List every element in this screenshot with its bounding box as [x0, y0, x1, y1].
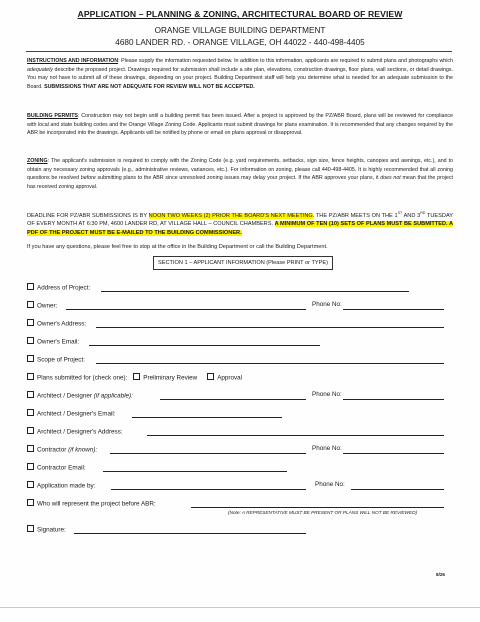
signature-row — [27, 525, 66, 535]
instructions-emphasis: adequately — [27, 66, 53, 73]
architect-phone-field[interactable] — [343, 399, 444, 400]
page-number: 8/26 — [436, 572, 445, 577]
owner-row — [27, 301, 57, 311]
applicant-phone-label: Phone No: — [315, 481, 345, 488]
instructions-text: : Please supply the information requested below. In addition to this information, applicants are required to submit plans and photographs which — [118, 58, 453, 64]
contractor-email-label: Contractor Email: — [37, 464, 86, 472]
contractor-row — [27, 445, 97, 455]
permits-heading: BUILDING PERMITS — [27, 113, 78, 119]
deadline-text-4: TUESDAY OF EVERY MONTH AT 6:30 PM, 4600 LANDER RD, AT VILLAGE HALL – COUNCIL CHAMBERS. — [27, 212, 453, 228]
approval-checkbox[interactable] — [207, 373, 214, 380]
form-title: APPLICATION – PLANNING & ZONING, ARCHITECTURAL BOARD OF REVIEW — [77, 9, 403, 19]
owners-email-field[interactable] — [89, 345, 320, 346]
deadline-text: DEADLINE FOR PZ/ABR SUBMISSIONS IS BY — [27, 212, 149, 219]
address-of-project-label: Address of Project: — [37, 284, 91, 292]
representative-note: (Note: A REPRESENTATIVE MUST BE PRESENT OR PLANS WILL NOT BE REVIEWED) — [228, 510, 418, 515]
owners-email-row — [27, 337, 79, 347]
scope-field[interactable] — [96, 363, 444, 364]
architect-address-label: Architect / Designer's Address: — [37, 428, 123, 436]
address-of-project-field[interactable] — [101, 291, 409, 292]
contractor-phone-label: Phone No: — [312, 445, 342, 452]
address-of-project-checkbox[interactable] — [27, 283, 34, 290]
representative-field[interactable] — [191, 507, 444, 508]
application-made-by-field[interactable] — [111, 489, 306, 490]
contractor-email-checkbox[interactable] — [27, 463, 34, 470]
section-title: SECTION 1 – APPLICANT INFORMATION (Please PRINT or TYPE) — [153, 256, 333, 270]
contractor-checkbox[interactable] — [27, 445, 34, 452]
preliminary-review-label: Preliminary Review — [143, 374, 198, 382]
zoning-emphasis-2: does not — [380, 175, 401, 182]
applicant-phone-field[interactable] — [351, 489, 444, 490]
representative-label: Who will represent the project before ABR: — [37, 500, 156, 508]
instructions-text-2: describe the proposed project. Drawings required for submission shall include a site plan, elevations, construction drawings, floor plans, wall sections, or detail drawings. You may not have to submit all of these drawings, depending on your project. Building Department staff will help you determine what is needed for an adequate submission to the Board. — [27, 66, 453, 91]
instructions-warning: SUBMISSIONS THAT ARE NOT ADEQUATE FOR REVIEW WILL NOT BE ACCEPTED. — [44, 84, 255, 91]
permits-text: : Construction may not begin until a building permit has been issued. After a project is approved by the PZ/ABR Board, plans will be reviewed for compliance with local and state building codes and the Orange Village Zoning Code. Applicants must submit drawings for plans examination. It is recommended that any changes required by the ABR be incorporated into the drawings. Applicants will be notified by phone or email on plans approval or disapproval. — [27, 113, 453, 137]
header-divider — [26, 51, 452, 52]
owners-address-field[interactable] — [96, 327, 444, 328]
contractor-label-qualifier: (if known): — [68, 446, 98, 454]
owners-address-checkbox[interactable] — [27, 319, 34, 326]
bottom-divider — [0, 607, 480, 608]
owner-checkbox[interactable] — [27, 301, 34, 308]
architect-address-row — [27, 427, 123, 437]
application-made-by-row — [27, 481, 95, 491]
scope-row — [27, 355, 85, 365]
plans-submitted-label: Plans submitted for (check one): — [37, 374, 128, 382]
plans-submitted-row — [27, 373, 242, 383]
address-of-project-row — [27, 283, 90, 293]
contractor-field[interactable] — [110, 453, 306, 454]
contractor-email-row — [27, 463, 86, 473]
owner-phone-label: Phone No: — [312, 301, 342, 308]
architect-label: Architect / Designer — [37, 392, 94, 400]
scope-label: Scope of Project: — [37, 356, 85, 364]
department-address: 4680 LANDER RD. - ORANGE VILLAGE, OH 44022 - 440-498-4405 — [115, 38, 365, 47]
architect-row — [27, 391, 133, 401]
contractor-label: Contractor — [37, 446, 69, 454]
owners-email-checkbox[interactable] — [27, 337, 34, 344]
instructions-heading: INSTRUCTIONS AND INFORMATION — [27, 58, 119, 64]
representative-checkbox[interactable] — [27, 499, 34, 506]
architect-email-label: Architect / Designer's Email: — [37, 410, 116, 418]
preliminary-review-checkbox[interactable] — [133, 373, 140, 380]
approval-label: Approval — [217, 374, 243, 382]
ordinal-1st: ST — [397, 211, 403, 215]
deadline-text-2: . THE PZ/ABR MEETS ON THE 1 — [312, 212, 398, 219]
plans-requirement-highlight: A MINIMUM OF TEN (10) SETS OF PLANS MUST BE SUBMITTED. A PDF OF THE PROJECT MUST BE E-MAILED TO THE BUILDING COMMISSIONER. — [27, 221, 453, 237]
owner-phone-field[interactable] — [343, 309, 444, 310]
contractor-email-field[interactable] — [103, 471, 287, 472]
architect-address-checkbox[interactable] — [27, 427, 34, 434]
owners-address-label: Owner's Address: — [37, 320, 87, 328]
architect-checkbox[interactable] — [27, 391, 34, 398]
signature-field[interactable] — [74, 533, 306, 534]
owners-address-row — [27, 319, 86, 329]
contractor-phone-field[interactable] — [343, 453, 444, 454]
questions-note: If you have any questions, please feel free to stop at the office in the Building Department or call the Building Department. — [27, 244, 328, 250]
architect-email-checkbox[interactable] — [27, 409, 34, 416]
signature-label: Signature: — [37, 526, 66, 534]
signature-checkbox[interactable] — [27, 525, 34, 532]
owners-email-label: Owner's Email: — [37, 338, 80, 346]
zoning-paragraph — [27, 157, 453, 192]
representative-row — [27, 499, 156, 509]
application-made-by-label: Application made by: — [37, 482, 96, 490]
deadline-paragraph — [27, 209, 453, 238]
zoning-text-3: mean that the project has received zoning approval. — [27, 175, 454, 191]
scope-checkbox[interactable] — [27, 355, 34, 362]
architect-label-qualifier: (if applicable): — [93, 392, 133, 400]
ordinal-3rd: RD — [420, 211, 426, 215]
department-name: ORANGE VILLAGE BUILDING DEPARTMENT — [154, 26, 326, 35]
instructions-paragraph — [27, 57, 453, 92]
owner-label: Owner: — [37, 302, 58, 310]
architect-email-field[interactable] — [132, 417, 282, 418]
permits-paragraph — [27, 112, 453, 138]
zoning-text: : The applicant's submission is required to comply with the Zoning Code (e.g. yard requirements, setbacks, sign size, fence heights, canopies and awnings, etc.), and to obtain any necessary zoning approvals (e.g., administrative reviews, variances, etc.). For information on zoning, please call 440-498-4405. It is highly recommended that all zoning questions be resolved — [27, 158, 453, 182]
architect-field[interactable] — [160, 399, 306, 400]
deadline-highlight: NOON TWO WEEKS (2) PRIOR THE BOARD'S NEXT MEETING — [148, 212, 313, 219]
application-made-by-checkbox[interactable] — [27, 481, 34, 488]
architect-email-row — [27, 409, 116, 419]
zoning-emphasis-1: before — [80, 175, 96, 182]
owner-field[interactable] — [66, 309, 306, 310]
plans-submitted-checkbox[interactable] — [27, 373, 34, 380]
architect-address-field[interactable] — [147, 435, 444, 436]
zoning-heading: ZONING — [27, 158, 48, 164]
architect-phone-label: Phone No: — [312, 391, 342, 398]
zoning-text-2: submitting plans to the ABR since unresolved zoning issues may delay your project. If the ABR approves your plans, it — [95, 175, 381, 182]
deadline-text-3: AND 3 — [402, 212, 421, 219]
